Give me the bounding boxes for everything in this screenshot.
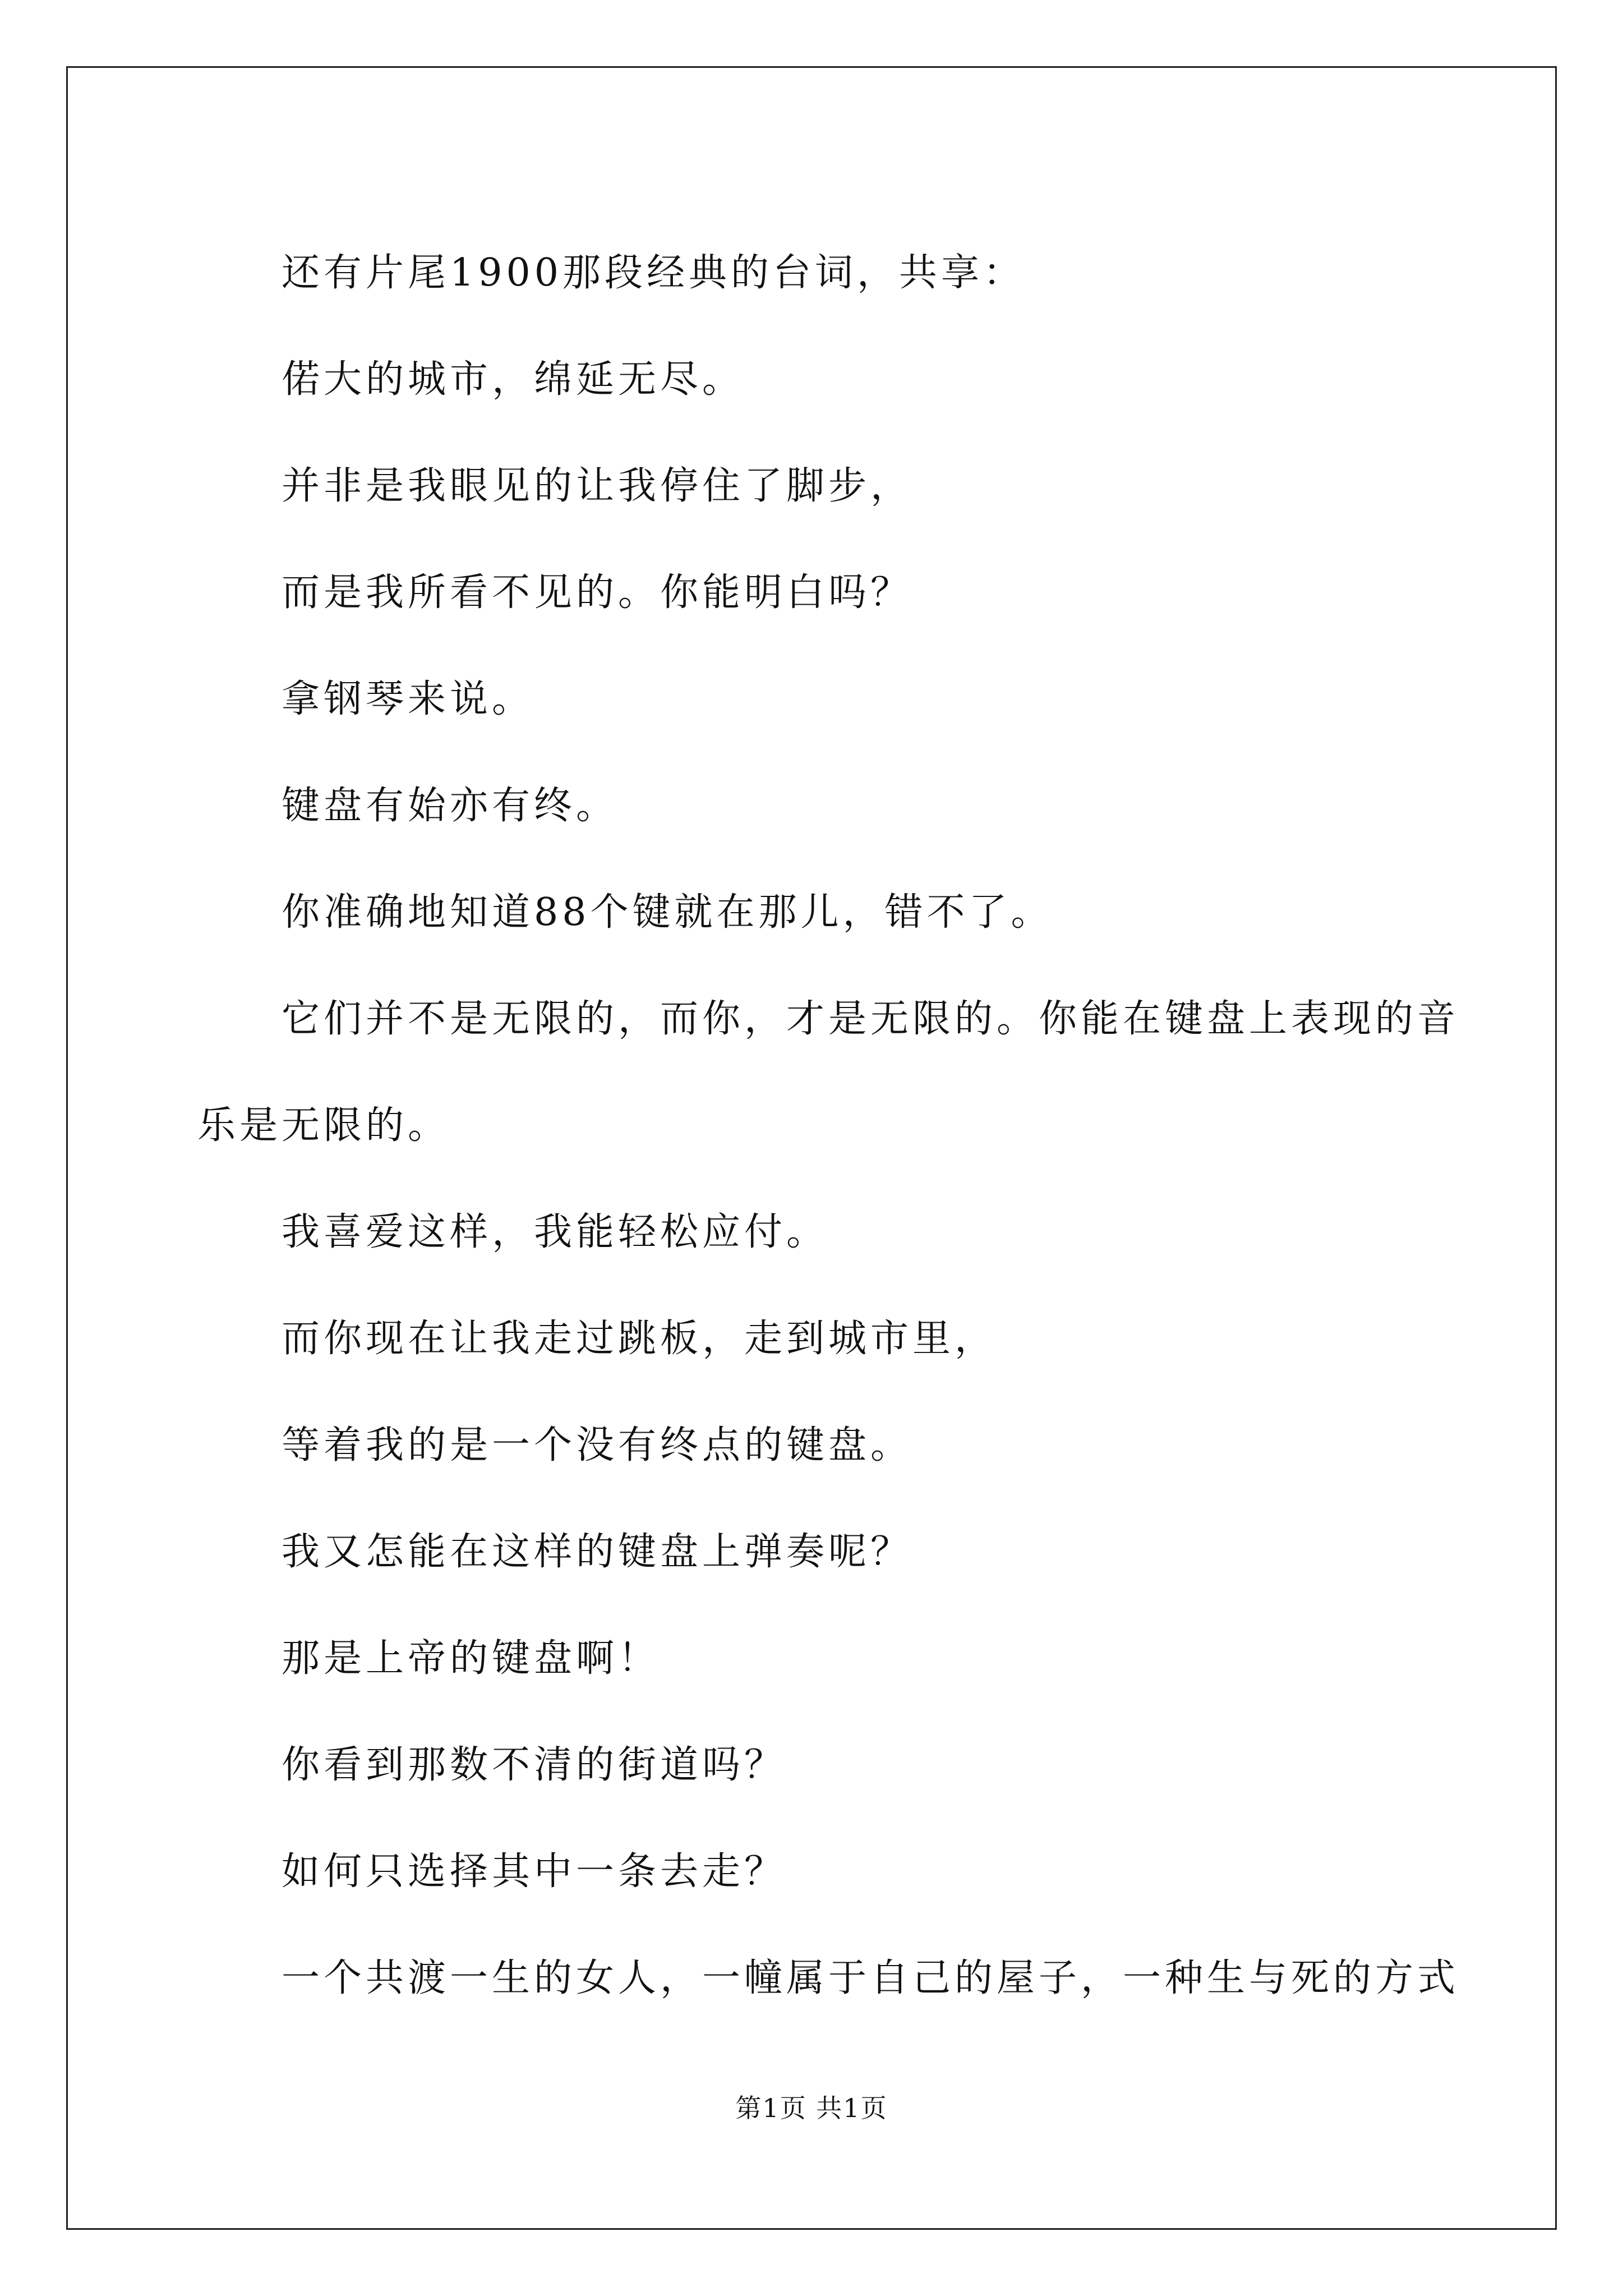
paragraph-line-continuation: 乐是无限的。 bbox=[197, 1103, 450, 1148]
document-body bbox=[197, 220, 1460, 2032]
paragraph-line: 拿钢琴来说。 bbox=[282, 677, 534, 721]
paragraph-line: 键盘有始亦有终。 bbox=[282, 784, 619, 828]
paragraph-line: 那是上帝的键盘啊！ bbox=[282, 1636, 661, 1681]
paragraph-line: 等着我的是一个没有终点的键盘。 bbox=[282, 1423, 913, 1467]
paragraph-line: 而是我所看不见的。你能明白吗？ bbox=[282, 570, 913, 615]
paragraph-line: 我喜爱这样，我能轻松应付。 bbox=[282, 1210, 829, 1254]
paragraph-line: 你看到那数不清的街道吗？ bbox=[282, 1743, 787, 1787]
paragraph-line: 并非是我眼见的让我停住了脚步， bbox=[282, 464, 913, 508]
paragraph-line: 如何只选择其中一条去走？ bbox=[282, 1849, 787, 1894]
paragraph-line: 还有片尾1900那段经典的台词，共享： bbox=[282, 251, 1026, 295]
page-number-footer: 第1页 共1页 bbox=[735, 2093, 888, 2123]
paragraph-line: 而你现在让我走过跳板，走到城市里， bbox=[282, 1317, 997, 1361]
paragraph-line: 我又怎能在这样的键盘上弹奏呢？ bbox=[282, 1530, 913, 1574]
paragraph-line: 偌大的城市，绵延无尽。 bbox=[282, 357, 745, 402]
paragraph-line: 你准确地知道88个键就在那儿，错不了。 bbox=[282, 890, 1053, 935]
paragraph-line: 一个共渡一生的女人，一幢属于自己的屋子，一种生与死的方式 bbox=[282, 1956, 1460, 2000]
paragraph-line: 它们并不是无限的，而你，才是无限的。你能在键盘上表现的音 bbox=[282, 997, 1460, 1041]
